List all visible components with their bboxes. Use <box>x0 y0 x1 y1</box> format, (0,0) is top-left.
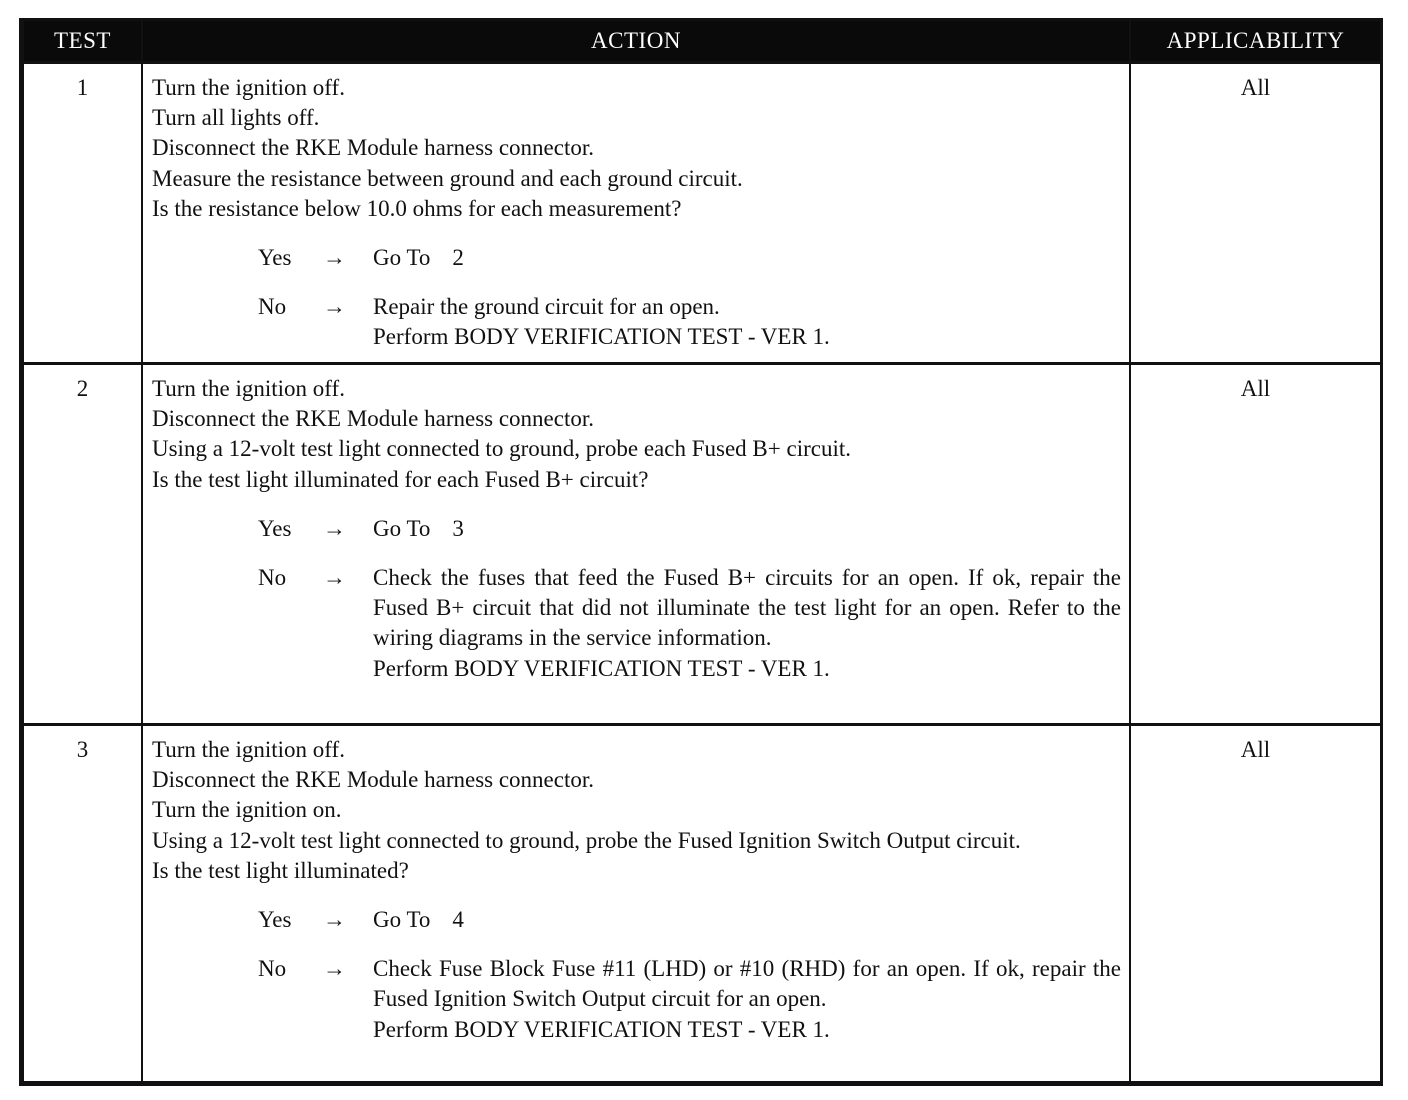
arrow-icon: → <box>323 907 346 933</box>
no-label: No <box>258 294 287 320</box>
goto-target: 3 <box>452 515 464 541</box>
goto-label: Go To <box>373 245 431 271</box>
action-step: Measure the resistance between ground and each ground circuit. <box>152 165 743 191</box>
yes-result <box>373 514 1121 544</box>
action-cell <box>142 63 1130 364</box>
test-number: 2 <box>23 364 142 725</box>
action-step: Is the resistance below 10.0 ohms for each measurement? <box>152 195 682 221</box>
action-step: Turn the ignition off. <box>152 75 345 100</box>
arrow-icon: → <box>323 956 346 982</box>
header-test: TEST <box>23 21 142 63</box>
action-step: Disconnect the RKE Module harness connector. <box>152 767 594 793</box>
header-action: ACTION <box>142 21 1130 63</box>
no-result <box>373 954 1121 1045</box>
action-step: Turn the ignition off. <box>152 737 345 762</box>
yes-branch <box>258 905 1121 935</box>
applicability-value: All <box>1130 63 1381 364</box>
diagnostic-table-frame <box>19 18 1383 1086</box>
header-applicability: APPLICABILITY <box>1130 21 1381 63</box>
no-branch <box>258 954 1121 1045</box>
no-label: No <box>258 956 287 982</box>
test-number: 3 <box>23 725 142 1083</box>
no-result-line: Perform BODY VERIFICATION TEST - VER 1. <box>373 1016 830 1042</box>
goto-target: 2 <box>452 245 464 271</box>
table-row <box>23 725 1381 1083</box>
yes-label: Yes <box>258 245 292 271</box>
action-step: Using a 12-volt test light connected to ground, probe each Fused B+ circuit. <box>152 436 851 462</box>
action-step: Turn the ignition off. <box>152 376 345 401</box>
no-result <box>373 563 1121 684</box>
yes-branch <box>258 514 1121 544</box>
arrow-icon: → <box>323 245 346 271</box>
table-row <box>23 364 1381 725</box>
arrow-icon: → <box>323 515 346 541</box>
no-result-line: Perform BODY VERIFICATION TEST - VER 1. <box>373 324 830 350</box>
test-number: 1 <box>23 63 142 364</box>
no-result-line: Check the fuses that feed the Fused B+ circuits for an open. If ok, repair the Fused B+ circuit that did not illuminate the test light for an open. Refer to the wiring diagrams in the service information. <box>373 565 1121 651</box>
goto-label: Go To <box>373 907 431 933</box>
yes-result <box>373 905 1121 935</box>
applicability-value: All <box>1130 725 1381 1083</box>
no-branch <box>258 563 1121 684</box>
action-step: Using a 12-volt test light connected to ground, probe the Fused Ignition Switch Output circuit. <box>152 827 1021 853</box>
no-result-line: Repair the ground circuit for an open. <box>373 294 720 320</box>
diagnostic-test-table <box>22 21 1382 1083</box>
goto-target: 4 <box>452 907 464 933</box>
action-step: Is the test light illuminated? <box>152 857 409 883</box>
no-label: No <box>258 565 287 591</box>
no-result <box>373 292 1121 352</box>
table-row <box>23 63 1381 364</box>
action-step: Is the test light illuminated for each Fused B+ circuit? <box>152 466 649 492</box>
action-cell <box>142 364 1130 725</box>
no-branch <box>258 292 1121 352</box>
arrow-icon: → <box>323 565 346 591</box>
yes-branch <box>258 243 1121 273</box>
yes-label: Yes <box>258 907 292 933</box>
applicability-value: All <box>1130 364 1381 725</box>
action-cell <box>142 725 1130 1083</box>
table-header-row <box>23 21 1381 63</box>
arrow-icon: → <box>323 294 346 320</box>
no-result-line: Perform BODY VERIFICATION TEST - VER 1. <box>373 655 830 681</box>
action-step: Disconnect the RKE Module harness connector. <box>152 406 594 432</box>
action-step: Turn all lights off. <box>152 105 320 131</box>
goto-label: Go To <box>373 515 431 541</box>
action-step: Disconnect the RKE Module harness connector. <box>152 135 594 161</box>
action-step: Turn the ignition on. <box>152 797 342 823</box>
no-result-line: Check Fuse Block Fuse #11 (LHD) or #10 (RHD) for an open. If ok, repair the Fused Ignition Switch Output circuit for an open. <box>373 956 1121 1012</box>
yes-label: Yes <box>258 515 292 541</box>
yes-result <box>373 243 1121 273</box>
